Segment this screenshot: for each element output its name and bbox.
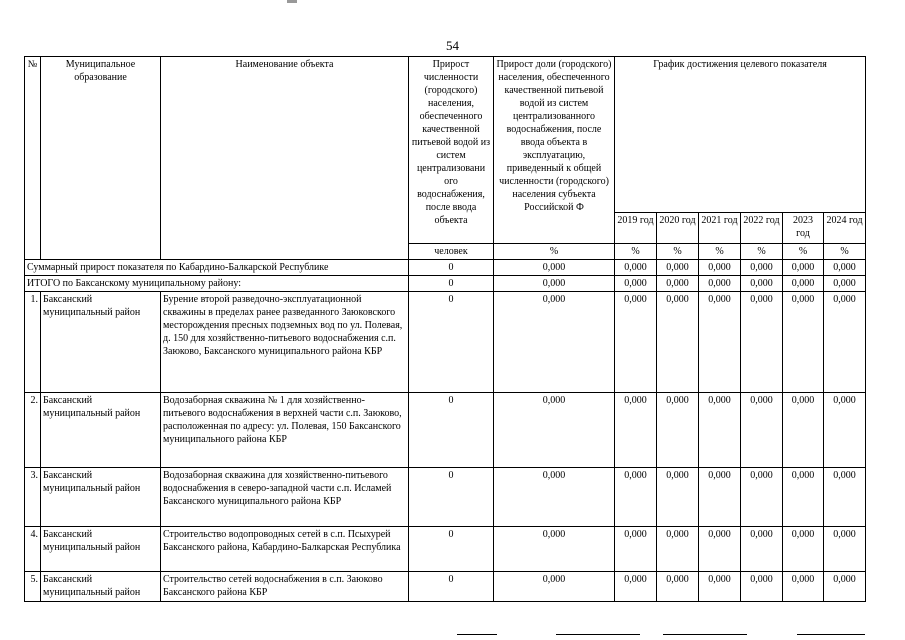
cell-year: 0,000 bbox=[741, 572, 783, 602]
cell-year: 0,000 bbox=[615, 276, 657, 292]
cell-year: 0,000 bbox=[657, 393, 699, 468]
header-object-name: Наименование объекта bbox=[161, 57, 409, 260]
footer-line bbox=[457, 634, 497, 635]
cell-share: 0,000 bbox=[494, 468, 615, 527]
cell-year: 0,000 bbox=[657, 276, 699, 292]
footer-line bbox=[556, 634, 640, 635]
unit-pop: человек bbox=[409, 244, 494, 260]
target-indicator-table bbox=[24, 56, 866, 602]
row-number: 4. bbox=[25, 527, 41, 572]
cell-year: 0,000 bbox=[615, 572, 657, 602]
row-municipality: Баксанский муниципальный район bbox=[41, 468, 161, 527]
unit-share: % bbox=[494, 244, 615, 260]
cell-year: 0,000 bbox=[741, 260, 783, 276]
header-year-2024: 2024 год bbox=[824, 213, 866, 244]
cell-year: 0,000 bbox=[699, 468, 741, 527]
row-municipality: Баксанский муниципальный район bbox=[41, 393, 161, 468]
row-municipality: Баксанский муниципальный район bbox=[41, 527, 161, 572]
cell-year: 0,000 bbox=[783, 527, 824, 572]
cell-year: 0,000 bbox=[615, 292, 657, 393]
footer-line bbox=[797, 634, 865, 635]
cell-pop: 0 bbox=[409, 527, 494, 572]
summary-row-district bbox=[25, 276, 866, 292]
row-number: 2. bbox=[25, 393, 41, 468]
cell-year: 0,000 bbox=[741, 468, 783, 527]
cell-share: 0,000 bbox=[494, 572, 615, 602]
cell-year: 0,000 bbox=[824, 292, 866, 393]
summary-label: Суммарный прирост показателя по Кабардино-Балкарской Республике bbox=[25, 260, 409, 276]
cell-share: 0,000 bbox=[494, 292, 615, 393]
cell-year: 0,000 bbox=[741, 393, 783, 468]
row-municipality: Баксанский муниципальный район bbox=[41, 572, 161, 602]
cell-year: 0,000 bbox=[824, 393, 866, 468]
cell-year: 0,000 bbox=[824, 572, 866, 602]
cell-year: 0,000 bbox=[824, 527, 866, 572]
cell-share: 0,000 bbox=[494, 527, 615, 572]
cell-year: 0,000 bbox=[783, 276, 824, 292]
unit-year: % bbox=[824, 244, 866, 260]
cell-year: 0,000 bbox=[783, 260, 824, 276]
cell-year: 0,000 bbox=[657, 572, 699, 602]
summary-row-republic bbox=[25, 260, 866, 276]
cell-year: 0,000 bbox=[699, 393, 741, 468]
row-object: Водозаборная скважина для хозяйственно-питьевого водоснабжения в северо-западной части с.п. Исламей Баксанского муниципального района КБР bbox=[161, 468, 409, 527]
unit-year: % bbox=[615, 244, 657, 260]
page-number: 54 bbox=[446, 38, 459, 53]
table-row bbox=[25, 527, 866, 572]
cell-year: 0,000 bbox=[615, 527, 657, 572]
cell-pop: 0 bbox=[409, 393, 494, 468]
header-year-2023: 2023 год bbox=[783, 213, 824, 244]
summary-label: ИТОГО по Баксанскому муниципальному району: bbox=[25, 276, 409, 292]
row-object: Строительство водопроводных сетей в с.п. Псыхурей Баксанского района, Кабардино-Балкарская Республика bbox=[161, 527, 409, 572]
cell-year: 0,000 bbox=[783, 393, 824, 468]
cell-pop: 0 bbox=[409, 260, 494, 276]
header-no: № bbox=[25, 57, 41, 260]
unit-year: % bbox=[657, 244, 699, 260]
cell-year: 0,000 bbox=[783, 572, 824, 602]
header-share-increase: Прирост доли (городского) населения, обеспеченного качественной питьевой водой из систем централизованного водоснабжения, после ввода объекта в эксплуатацию, приведенный к общей численности (городского) населения субъекта Российской Ф bbox=[494, 57, 615, 244]
cell-year: 0,000 bbox=[699, 260, 741, 276]
cell-year: 0,000 bbox=[657, 468, 699, 527]
cell-year: 0,000 bbox=[657, 260, 699, 276]
row-number: 1. bbox=[25, 292, 41, 393]
row-object: Водозаборная скважина № 1 для хозяйственно-питьевого водоснабжения в верхней части с.п. Заюково, расположенная по адресу: ул. Полевая, 150 Баксанского муниципального района КБР bbox=[161, 393, 409, 468]
row-municipality: Баксанский муниципальный район bbox=[41, 292, 161, 393]
unit-year: % bbox=[783, 244, 824, 260]
cell-share: 0,000 bbox=[494, 260, 615, 276]
row-object: Строительство сетей водоснабжения в с.п. Заюково Баксанского района КБР bbox=[161, 572, 409, 602]
cell-year: 0,000 bbox=[783, 468, 824, 527]
table-row bbox=[25, 468, 866, 527]
cell-year: 0,000 bbox=[657, 527, 699, 572]
cell-year: 0,000 bbox=[699, 292, 741, 393]
cell-share: 0,000 bbox=[494, 276, 615, 292]
cell-year: 0,000 bbox=[699, 527, 741, 572]
cell-year: 0,000 bbox=[824, 260, 866, 276]
footer-line bbox=[663, 634, 747, 635]
cell-year: 0,000 bbox=[699, 572, 741, 602]
table-row bbox=[25, 292, 866, 393]
cell-year: 0,000 bbox=[615, 468, 657, 527]
scan-mark bbox=[287, 0, 297, 3]
unit-year: % bbox=[699, 244, 741, 260]
cell-pop: 0 bbox=[409, 468, 494, 527]
header-schedule: График достижения целевого показателя bbox=[615, 57, 866, 213]
table-row bbox=[25, 393, 866, 468]
row-number: 3. bbox=[25, 468, 41, 527]
cell-year: 0,000 bbox=[615, 393, 657, 468]
cell-year: 0,000 bbox=[824, 276, 866, 292]
cell-year: 0,000 bbox=[741, 527, 783, 572]
cell-pop: 0 bbox=[409, 292, 494, 393]
unit-year: % bbox=[741, 244, 783, 260]
cell-year: 0,000 bbox=[824, 468, 866, 527]
header-municipality: Муниципальное образование bbox=[41, 57, 161, 260]
table-row bbox=[25, 572, 866, 602]
cell-pop: 0 bbox=[409, 276, 494, 292]
header-year-2021: 2021 год bbox=[699, 213, 741, 244]
header-population-increase: Прирост численности (городского) населения, обеспеченного качественной питьевой водой из систем централизовани ого водоснабжения, после ввода объекта bbox=[409, 57, 494, 244]
header-year-2019: 2019 год bbox=[615, 213, 657, 244]
cell-year: 0,000 bbox=[657, 292, 699, 393]
cell-year: 0,000 bbox=[741, 292, 783, 393]
cell-year: 0,000 bbox=[699, 276, 741, 292]
cell-year: 0,000 bbox=[615, 260, 657, 276]
header-year-2022: 2022 год bbox=[741, 213, 783, 244]
row-number: 5. bbox=[25, 572, 41, 602]
row-object: Бурение второй разведочно-эксплуатационной скважины в пределах ранее разведанного Заюковского месторождения пресных подземных вод по ул. Полевая, д. 150 для хозяйственно-питьевого водоснабжения с.п. Заюково, Баксанского муниципального района КБР bbox=[161, 292, 409, 393]
cell-pop: 0 bbox=[409, 572, 494, 602]
cell-year: 0,000 bbox=[783, 292, 824, 393]
cell-year: 0,000 bbox=[741, 276, 783, 292]
cell-share: 0,000 bbox=[494, 393, 615, 468]
header-year-2020: 2020 год bbox=[657, 213, 699, 244]
